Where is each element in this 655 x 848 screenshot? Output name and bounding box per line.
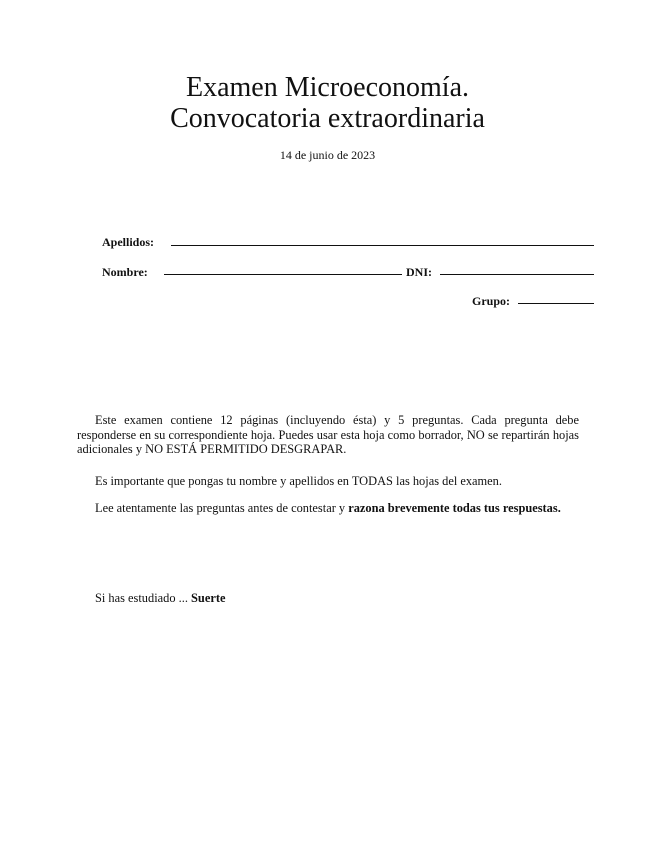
exam-date: 14 de junio de 2023 (279, 148, 376, 162)
instructions-paragraph-2: Es importante que pongas tu nombre y apellidos en TODAS las hojas del examen. (95, 474, 502, 488)
grupo-field[interactable] (518, 303, 594, 304)
grupo-label: Grupo: (472, 294, 511, 308)
dni-field[interactable] (440, 274, 594, 275)
nombre-field[interactable] (164, 274, 402, 275)
instructions-paragraph-1: Este examen contiene 12 páginas (incluyendo ésta) y 5 preguntas. Cada pregunta debe responderse en su correspondiente hoja. Puedes usar esta hoja como borrador, NO se repartirán hojas adicionales y NO ESTÁ PERMITIDO DESGRAPAR. (77, 413, 579, 456)
apellidos-field[interactable] (171, 245, 594, 246)
instructions-paragraph-3 (77, 501, 579, 516)
instructions-p3-text: Lee atentamente las preguntas antes de contestar y (95, 501, 349, 515)
dni-label: DNI: (406, 265, 432, 279)
instructions-p3-emphasis: razona brevemente todas tus respuestas. (348, 501, 561, 515)
closing-line (77, 591, 579, 606)
closing-text: Si has estudiado ... (95, 591, 192, 605)
apellidos-label: Apellidos: (102, 235, 155, 249)
closing-emphasis: Suerte (191, 591, 226, 605)
exam-title-line1: Examen Microeconomía. (185, 72, 469, 103)
exam-title-line2: Convocatoria extraordinaria (170, 103, 485, 134)
nombre-label: Nombre: (102, 265, 148, 279)
